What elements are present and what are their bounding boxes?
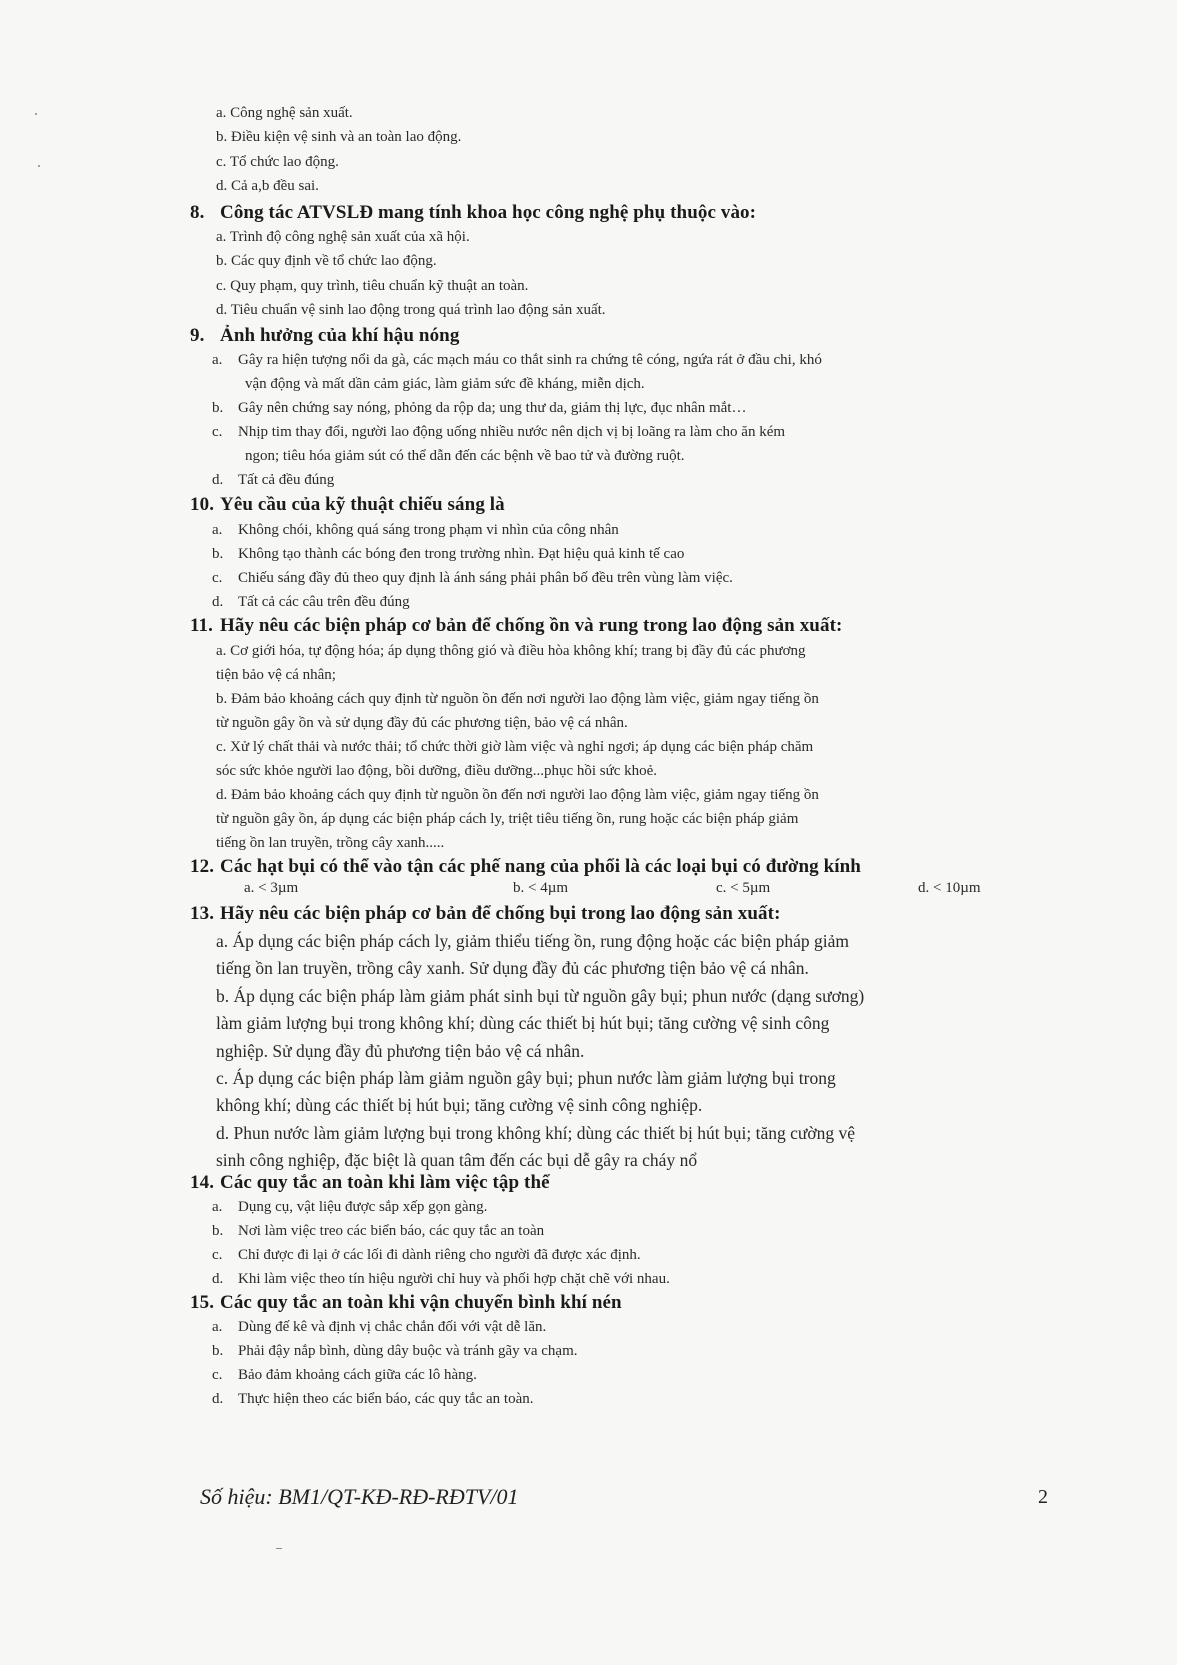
q11-option-d-cont: tiếng ồn lan truyền, trồng cây xanh..... [216, 835, 445, 851]
question-9 [190, 325, 459, 347]
q13-option-b-cont: nghiệp. Sử dụng đầy đủ phương tiện bảo vệ cá nhân. [216, 1041, 585, 1061]
question-title: Yêu cầu của kỹ thuật chiếu sáng là [220, 494, 505, 515]
q14-option-a: a. Dụng cụ, vật liệu được sắp xếp gọn gàng. [212, 1199, 488, 1215]
q11-option-a: a. Cơ giới hóa, tự động hóa; áp dụng thông gió và điều hòa không khí; trang bị đầy đủ các phương [216, 643, 806, 659]
q13-option-c-cont: không khí; dùng các thiết bị hút bụi; tăng cường vệ sinh công nghiệp. [216, 1095, 703, 1115]
question-title: Các quy tắc an toàn khi làm việc tập thể [220, 1172, 550, 1193]
q11-option-b: b. Đảm bảo khoảng cách quy định từ nguồn ồn đến nơi người lao động làm việc, giảm ngay tiếng ồn [216, 691, 819, 707]
q8-option-a: a. Trình độ công nghệ sản xuất của xã hội. [216, 229, 470, 245]
q15-option-d: d. Thực hiện theo các biển báo, các quy tắc an toàn. [212, 1391, 534, 1407]
q12-option-b: b. < 4µm [513, 880, 569, 896]
q15-option-c: c. Bảo đảm khoảng cách giữa các lô hàng. [212, 1367, 477, 1383]
q12-option-c: c. < 5µm [716, 880, 771, 896]
q7-option-c: c. Tổ chức lao động. [216, 154, 339, 170]
q13-option-a-cont: tiếng ồn lan truyền, trồng cây xanh. Sử dụng đầy đủ các phương tiện bảo vệ cá nhân. [216, 958, 809, 978]
question-number: 12. [190, 856, 215, 877]
question-title: Hãy nêu các biện pháp cơ bản để chống ồn và rung trong lao động sản xuất: [220, 615, 843, 636]
q11-option-d-cont: từ nguồn gây ồn, áp dụng các biện pháp cách ly, triệt tiêu tiếng ồn, rung hoặc các biện pháp giảm [216, 811, 799, 827]
question-10 [190, 494, 505, 516]
q14-option-c: c. Chỉ được đi lại ở các lối đi dành riêng cho người đã được xác định. [212, 1247, 641, 1263]
scan-speck [35, 113, 37, 115]
scan-speck [38, 165, 40, 167]
q9-option-a-cont: vận động và mất dần cảm giác, làm giảm sức đề kháng, miễn dịch. [245, 376, 645, 392]
q11-option-c-cont: sóc sức khỏe người lao động, bồi dưỡng, điều dưỡng...phục hồi sức khoẻ. [216, 763, 658, 779]
question-12 [190, 856, 861, 878]
q13-option-d: d. Phun nước làm giảm lượng bụi trong không khí; dùng các thiết bị hút bụi; tăng cường vệ [216, 1123, 855, 1143]
q14-option-d: d. Khi làm việc theo tín hiệu người chỉ huy và phối hợp chặt chẽ với nhau. [212, 1271, 670, 1287]
question-number: 15. [190, 1292, 215, 1313]
q15-option-b: b. Phải đậy nắp bình, dùng dây buộc và tránh gãy va chạm. [212, 1343, 578, 1359]
question-number: 13. [190, 903, 215, 924]
question-15 [190, 1292, 622, 1314]
q11-option-b-cont: từ nguồn gây ồn và sử dụng đầy đủ các phương tiện, bảo vệ cá nhân. [216, 715, 628, 731]
q10-option-a: a. Không chói, không quá sáng trong phạm vi nhìn của công nhân [212, 522, 619, 538]
q14-option-b: b. Nơi làm việc treo các biển báo, các quy tắc an toàn [212, 1223, 545, 1239]
q9-option-d: d. Tất cả đều đúng [212, 472, 335, 488]
question-title: Công tác ATVSLĐ mang tính khoa học công nghệ phụ thuộc vào: [220, 202, 757, 223]
q10-option-b: b. Không tạo thành các bóng đen trong trường nhìn. Đạt hiệu quả kinh tế cao [212, 546, 685, 562]
question-number: 14. [190, 1172, 215, 1193]
page-number: 2 [1038, 1486, 1048, 1508]
q8-option-c: c. Quy phạm, quy trình, tiêu chuẩn kỹ thuật an toàn. [216, 278, 529, 294]
document-id: Số hiệu: BM1/QT-KĐ-RĐ-RĐTV/01 [200, 1484, 519, 1509]
q8-option-d: d. Tiêu chuẩn vệ sinh lao động trong quá trình lao động sản xuất. [216, 302, 606, 318]
q9-option-a: a. Gây ra hiện tượng nổi da gà, các mạch máu co thắt sinh ra chứng tê cóng, ngứa rát ở đầu chi, khó [212, 352, 822, 368]
question-number: 11. [190, 615, 214, 636]
q9-option-b: b. Gây nên chứng say nóng, phỏng da rộp da; ung thư da, giảm thị lực, đục nhân mắt… [212, 400, 747, 416]
q11-option-c: c. Xử lý chất thải và nước thải; tổ chức thời giờ làm việc và nghỉ ngơi; áp dụng các biện pháp chăm [216, 739, 814, 755]
q12-option-d: d. < 10µm [918, 880, 981, 896]
q8-option-b: b. Các quy định về tổ chức lao động. [216, 253, 437, 269]
question-title: Các quy tắc an toàn khi vận chuyển bình khí nén [220, 1292, 622, 1313]
q11-option-a-cont: tiện bảo vệ cá nhân; [216, 667, 336, 683]
question-number: 10. [190, 494, 215, 515]
question-number: 8. [190, 202, 205, 223]
q13-option-b: b. Áp dụng các biện pháp làm giảm phát sinh bụi từ nguồn gây bụi; phun nước (dạng sương) [216, 986, 865, 1006]
q12-option-a: a. < 3µm [244, 880, 299, 896]
q13-option-d-cont: sinh công nghiệp, đặc biệt là quan tâm đến các bụi dễ gây ra cháy nổ [216, 1150, 698, 1170]
q7-option-d: d. Cả a,b đều sai. [216, 178, 319, 194]
question-8 [190, 202, 756, 224]
question-title: Hãy nêu các biện pháp cơ bản để chống bụi trong lao động sản xuất: [220, 903, 781, 924]
question-14 [190, 1172, 550, 1194]
q13-option-c: c. Áp dụng các biện pháp làm giảm nguồn gây bụi; phun nước làm giảm lượng bụi trong [216, 1068, 836, 1088]
question-13 [190, 903, 781, 925]
scan-speck [276, 1548, 282, 1549]
q9-option-c: c. Nhịp tim thay đổi, người lao động uống nhiều nước nên dịch vị bị loãng ra làm cho ăn kém [212, 424, 786, 440]
q7-option-b: b. Điều kiện vệ sinh và an toàn lao động. [216, 129, 462, 145]
q7-option-a: a. Công nghệ sản xuất. [216, 105, 353, 121]
q10-option-d: d. Tất cả các câu trên đều đúng [212, 594, 410, 610]
q13-option-a: a. Áp dụng các biện pháp cách ly, giảm thiểu tiếng ồn, rung động hoặc các biện pháp giảm [216, 931, 850, 951]
question-11 [190, 615, 842, 637]
q15-option-a: a. Dùng đế kê và định vị chắc chắn đối với vật dễ lăn. [212, 1319, 547, 1335]
q11-option-d: d. Đảm bảo khoảng cách quy định từ nguồn ồn đến nơi người lao động làm việc, giảm ngay tiếng ồn [216, 787, 819, 803]
q9-option-c-cont: ngon; tiêu hóa giảm sút có thể dẫn đến các bệnh về bao tử và đường ruột. [245, 448, 685, 464]
q10-option-c: c. Chiếu sáng đầy đủ theo quy định là ánh sáng phải phân bố đều trên vùng làm việc. [212, 570, 733, 586]
question-title: Ảnh hưởng của khí hậu nóng [220, 325, 460, 346]
question-number: 9. [190, 325, 205, 346]
q13-option-b-cont: làm giảm lượng bụi trong không khí; dùng các thiết bị hút bụi; tăng cường vệ sinh công [216, 1013, 830, 1033]
question-title: Các hạt bụi có thể vào tận các phế nang của phổi là các loại bụi có đường kính [220, 856, 861, 877]
